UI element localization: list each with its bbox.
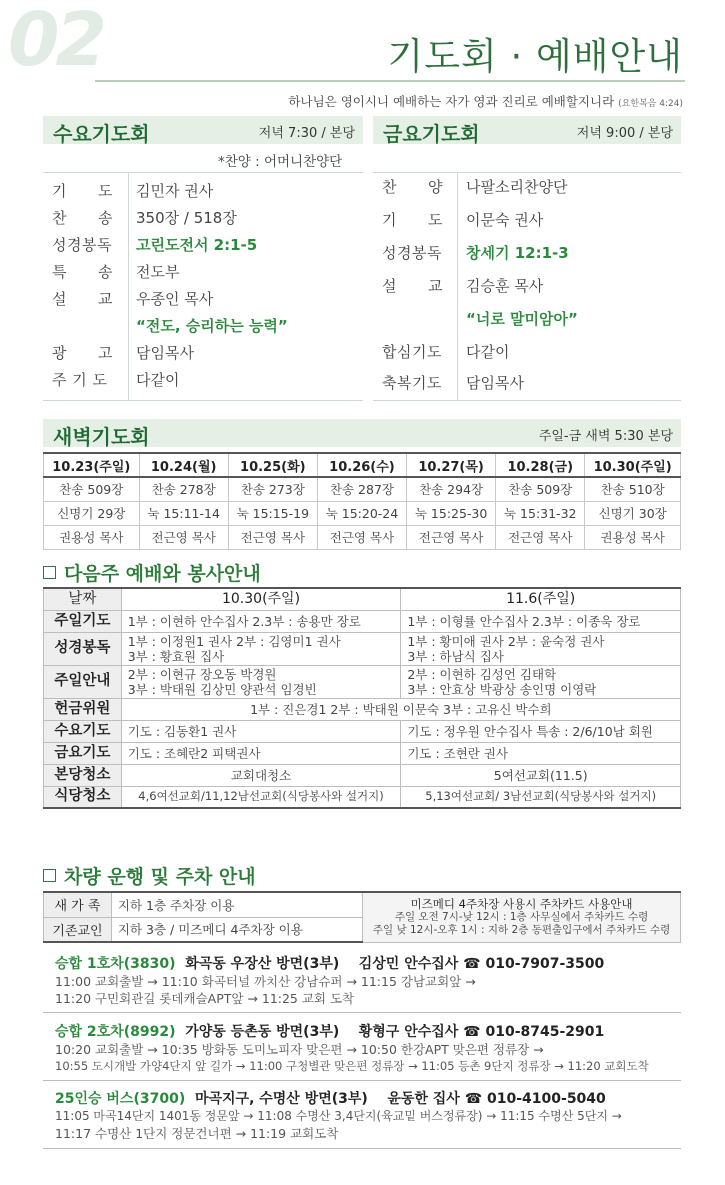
order-value: 전도부 [136, 263, 180, 281]
preacher-cell: 전근영 목사 [139, 525, 228, 549]
row-label: 성경봉독 [44, 632, 122, 665]
row-label: 식당청소 [44, 786, 122, 808]
table-row [44, 477, 681, 501]
hymn-cell: 찬송 278장 [139, 477, 228, 501]
note-title: 미즈메디 4주차장 사용시 주차카드 사용안내 [410, 896, 633, 911]
route-line: 10:55 도시개발 가양4단지 앞 길가 → 11:00 구청별관 맞은편 정류장 → 11:05 등촌 9단지 정류장 → 11:20 교회도착 [55, 1059, 649, 1073]
vehicle-number: 승합 2호차(8992) [55, 1024, 176, 1040]
route-item [55, 953, 685, 1007]
parking-cell: 지하 1층 주차장 이용 [111, 892, 362, 917]
order-value: 담임목사 [136, 344, 194, 362]
friday-info: 저녁 9:00 / 본당 [576, 126, 673, 141]
route-area: 화곡동 우장산 방면(3부) [185, 956, 340, 972]
dawn-header [43, 419, 681, 447]
order-value: 다같이 [136, 371, 180, 389]
table-row [44, 665, 681, 698]
divider [43, 1012, 681, 1013]
duty-cell: 1부 : 이정원1 권사 2부 : 김영미1 권사 3부 : 황효원 집사 [121, 632, 401, 665]
square-bullet-icon [43, 869, 56, 882]
duty-cell: 1부 : 황미애 권사 2부 : 윤숙정 권사 3부 : 하남식 집사 [401, 632, 681, 665]
table-row [44, 501, 681, 525]
sermon-title: “전도, 승리하는 능력” [136, 317, 288, 335]
order-label: 합심기도 [382, 343, 442, 361]
order-label: 찬 송 [52, 209, 113, 227]
route-area: 가양동 등촌동 방면(3부) [185, 1024, 340, 1040]
divider [43, 400, 363, 401]
duty-cell: 1부 : 이현하 안수집사 2.3부 : 송용만 장로 [121, 610, 401, 632]
order-row [382, 275, 543, 296]
column-header: 10.30(주일) [121, 588, 401, 610]
route-item [55, 1021, 685, 1075]
order-row [52, 180, 213, 201]
route-head [55, 1088, 685, 1108]
order-label: 설 교 [382, 277, 443, 295]
order-row [382, 308, 578, 329]
divider [373, 400, 681, 401]
passage-cell: 눅 15:11-14 [139, 501, 228, 525]
friday-title: 금요기도회 [383, 122, 480, 146]
table-row [44, 588, 681, 610]
row-label: 본당청소 [44, 764, 122, 786]
route-line: 11:00 교회출발 → 11:10 화곡터널 까치산 강남슈퍼 → 11:15 강남교회앞 → [55, 974, 476, 989]
route-head [55, 953, 685, 973]
column-header: 11.6(주일) [401, 588, 681, 610]
order-row [382, 372, 524, 393]
order-label: 특 송 [52, 263, 113, 281]
dawn-title: 새벽기도회 [53, 425, 150, 449]
passage-cell: 눅 15:20-24 [317, 501, 406, 525]
divider [43, 1080, 681, 1081]
vehicle-number: 승합 1호차(3830) [55, 956, 176, 972]
row-label: 주일기도 [44, 610, 122, 632]
table-row [44, 698, 681, 720]
order-row [382, 242, 569, 263]
divider [128, 172, 129, 400]
order-value: 담임목사 [466, 374, 524, 392]
route-line: 10:20 교회출발 → 10:35 방화동 도미노피자 맞은편 → 10:50 한강APT 맞은편 정류장 → [55, 1042, 544, 1057]
divider [43, 1148, 681, 1149]
duty-cell: 2부 : 이현하 김성언 김태학 3부 : 안효상 박광상 송인명 이영락 [401, 665, 681, 698]
duty-cell: 기도 : 김동환1 권사 [121, 720, 401, 742]
order-row [52, 261, 179, 282]
passage-cell: 신명기 29장 [44, 501, 140, 525]
hymn-cell: 찬송 509장 [496, 477, 585, 501]
preacher-cell: 전근영 목사 [228, 525, 317, 549]
order-row [52, 315, 288, 336]
route-area: 마곡지구, 수명산 방면(3부) [194, 1091, 368, 1107]
scripture-reading: 고린도전서 2:1-5 [136, 236, 258, 254]
hymn-cell: 찬송 510장 [585, 477, 681, 501]
duty-cell: 기도 : 정우원 안수집사 특송 : 2/6/10남 회원 [401, 720, 681, 742]
duty-cell: 2부 : 이현규 장오동 박경원 3부 : 박태원 김상민 양관석 임경빈 [121, 665, 401, 698]
hymn-cell: 찬송 273장 [228, 477, 317, 501]
order-row [52, 234, 257, 255]
table-row [44, 786, 681, 808]
passage-cell: 눅 15:25-30 [407, 501, 496, 525]
duty-cell: 1부 : 이형률 안수집사 2.3부 : 이종욱 장로 [401, 610, 681, 632]
parking-card-note [363, 892, 681, 942]
order-value: 나팔소리찬양단 [466, 178, 568, 196]
table-row [44, 720, 681, 742]
order-row [52, 342, 194, 363]
duty-cell: 기도 : 조혜란2 피택권사 [121, 742, 401, 764]
duty-cell: 4,6여선교회/11,12남선교회(식당봉사와 설거지) [121, 786, 401, 808]
order-value: 우종인 목사 [136, 290, 214, 308]
hymn-cell: 찬송 287장 [317, 477, 406, 501]
duty-cell: 교회대청소 [121, 764, 401, 786]
vehicle-section-title [43, 862, 256, 889]
divider [43, 172, 363, 173]
date-cell: 10.28(금) [496, 453, 585, 477]
hymn-cell: 찬송 294장 [407, 477, 496, 501]
date-cell: 10.24(월) [139, 453, 228, 477]
driver-contact: 윤동한 집사 ☎ 010-4100-5040 [387, 1091, 606, 1107]
route-line: 11:20 구민회관길 롯데캐슬APT앞 → 11:25 교회 도착 [55, 991, 355, 1006]
page-number: 02 [8, 0, 103, 83]
section-title-text: 다음주 예배와 봉사안내 [64, 563, 261, 585]
service-duty-table [43, 587, 681, 809]
friday-header [373, 116, 681, 144]
order-label: 기 도 [52, 182, 113, 200]
wednesday-info: 저녁 7:30 / 본당 [258, 126, 355, 141]
section-title-text: 차량 운행 및 주차 안내 [64, 866, 256, 888]
duty-cell: 5,13여선교회/ 3남선교회(식당봉사와 설거지) [401, 786, 681, 808]
date-cell: 10.27(목) [407, 453, 496, 477]
date-cell: 10.26(수) [317, 453, 406, 477]
order-value: 다같이 [466, 343, 510, 361]
square-bullet-icon [43, 566, 56, 579]
dawn-info: 주일-금 새벽 5:30 본당 [538, 429, 673, 444]
verse-reference: (요한복음 4:24) [618, 99, 683, 109]
wednesday-title: 수요기도회 [53, 122, 150, 146]
preacher-cell: 전근영 목사 [317, 525, 406, 549]
order-label: 성경봉독 [382, 244, 442, 262]
table-row [44, 632, 681, 665]
vehicle-number: 25인승 버스(3700) [55, 1091, 186, 1107]
table-row [44, 525, 681, 549]
note-line: 주일 오전 7시-낮 12시 : 1층 사무실에서 주차카드 수령 [394, 910, 649, 923]
wednesday-anthem: *찬양 : 어머니찬양단 [218, 154, 343, 170]
note-line: 주일 낮 12시-오후 1시 : 지하 2층 동편출입구에서 주차카드 수령 [372, 923, 671, 936]
order-label: 찬 양 [382, 178, 443, 196]
title-divider [95, 80, 685, 82]
verse-text: 하나님은 영이시니 예배하는 자가 영과 진리로 예배할지니라 [288, 94, 615, 109]
order-row [382, 341, 509, 362]
column-header: 날짜 [44, 588, 122, 610]
route-line: 11:17 수명산 1단지 정문건너편 → 11:19 교회도착 [55, 1126, 339, 1141]
order-row [52, 369, 179, 390]
scripture-verse [288, 92, 683, 110]
table-row [44, 453, 681, 477]
duty-cell: 1부 : 진은경1 2부 : 박태원 이문숙 3부 : 고유신 박수희 [121, 698, 680, 720]
driver-contact: 김상민 안수집사 ☎ 010-7907-3500 [358, 956, 605, 972]
row-label: 금요기도 [44, 742, 122, 764]
route-item [55, 1088, 685, 1142]
preacher-cell: 전근영 목사 [496, 525, 585, 549]
row-label: 수요기도 [44, 720, 122, 742]
order-value: 김민자 권사 [136, 182, 214, 200]
duty-cell: 5여선교회(11.5) [401, 764, 681, 786]
date-cell: 10.25(화) [228, 453, 317, 477]
table-row [44, 610, 681, 632]
divider [457, 172, 458, 400]
table-row [44, 764, 681, 786]
route-head [55, 1021, 685, 1041]
order-label: 주 기 도 [52, 371, 108, 389]
order-label: 기 도 [382, 211, 443, 229]
order-label: 광 고 [52, 344, 113, 362]
preacher-cell: 권용성 목사 [585, 525, 681, 549]
passage-cell: 눅 15:15-19 [228, 501, 317, 525]
next-week-section-title [43, 559, 261, 586]
wednesday-header [43, 116, 363, 144]
order-row [52, 207, 237, 228]
order-value: 김승훈 목사 [466, 277, 544, 295]
order-row [52, 288, 213, 309]
row-label: 새 가 족 [44, 892, 112, 917]
parking-table [43, 891, 681, 943]
date-cell: 10.23(주일) [44, 453, 140, 477]
duty-cell: 기도 : 조현란 권사 [401, 742, 681, 764]
sermon-title: “너로 말미암아” [466, 310, 578, 328]
table-row [44, 892, 681, 917]
hymn-cell: 찬송 509장 [44, 477, 140, 501]
preacher-cell: 전근영 목사 [407, 525, 496, 549]
parking-cell: 지하 3층 / 미즈메디 4주차장 이용 [111, 917, 362, 942]
table-row [44, 742, 681, 764]
scripture-reading: 창세기 12:1-3 [466, 244, 569, 262]
passage-cell: 신명기 30장 [585, 501, 681, 525]
route-line: 11:05 마곡14단지 1401동 정문앞 → 11:08 수명산 3,4단지(육교밑 버스정류장) → 11:15 수명산 5단지 → [55, 1109, 622, 1123]
order-label: 성경봉독 [52, 236, 112, 254]
order-value: 350장 / 518장 [136, 209, 237, 227]
order-label: 설 교 [52, 290, 113, 308]
row-label: 헌금위원 [44, 698, 122, 720]
order-row [382, 209, 543, 230]
divider [373, 172, 681, 173]
order-row [382, 176, 567, 197]
order-label: 축복기도 [382, 374, 442, 392]
passage-cell: 눅 15:31-32 [496, 501, 585, 525]
page-title: 기도회 · 예배안내 [387, 35, 683, 78]
dawn-schedule-table [43, 452, 681, 550]
order-value: 이문숙 권사 [466, 211, 544, 229]
row-label: 기존교인 [44, 917, 112, 942]
driver-contact: 황형구 안수집사 ☎ 010-8745-2901 [358, 1024, 605, 1040]
preacher-cell: 권용성 목사 [44, 525, 140, 549]
date-cell: 10.30(주일) [585, 453, 681, 477]
row-label: 주일안내 [44, 665, 122, 698]
